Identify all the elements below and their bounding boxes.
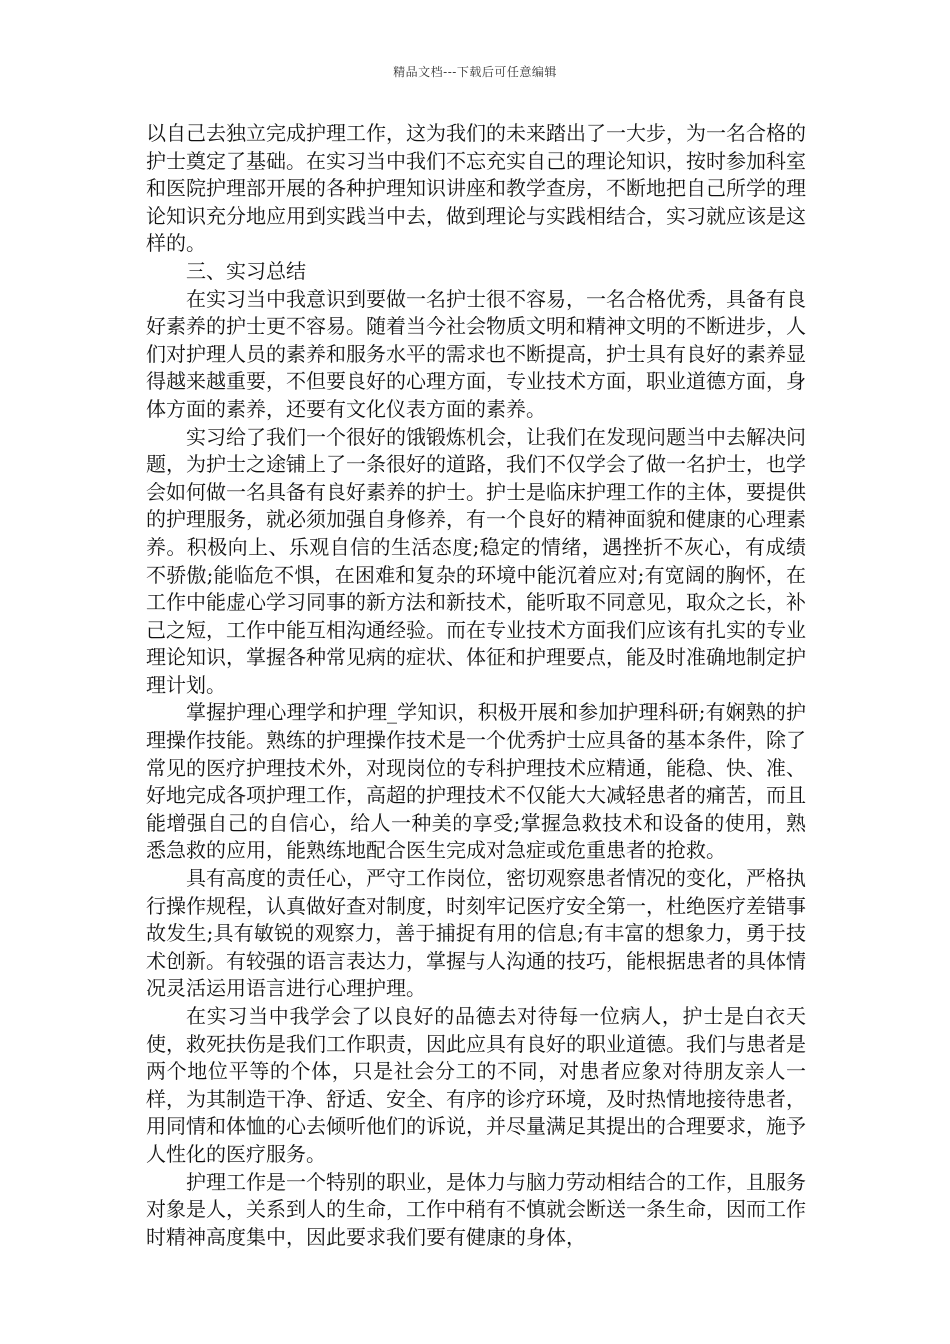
paragraph: 实习给了我们一个很好的饿锻炼机会，让我们在发现问题当中去解决问题，为护士之途铺上了一条很好的道路，我们不仅学会了做一名护士，也学会如何做一名具备有良好素养的护士。护士是临床护理工作的主体，要提供的护理服务，就必须加强自身修养，有一个良好的精神面貌和健康的心理素养。积极向上、乐观自信的生活态度;稳定的情绪，遇挫折不灰心，有成绩不骄傲;能临危不惧，在困难和复杂的环境中能沉着应对;有宽阔的胸怀，在工作中能虚心学习同事的新方法和新技术，能听取不同意见，取众之长，补己之短，工作中能互相沟通经验。而在专业技术方面我们应该有扎实的专业理论知识，掌握各种常见病的症状、体征和护理要点，能及时准确地制定护理计划。 — [146, 424, 806, 697]
paragraph: 在实习当中我学会了以良好的品德去对待每一位病人，护士是白衣天使，救死扶伤是我们工作职责，因此应具有良好的职业道德。我们与患者是两个地位平等的个体，只是社会分工的不同，对患者应象对待朋友亲人一样，为其制造干净、舒适、安全、有序的诊疗环境，及时热情地接待患者，用同情和体恤的心去倾听他们的诉说，并尽量满足其提出的合理要求，施予人性化的医疗服务。 — [146, 1004, 806, 1166]
document-body — [146, 120, 806, 1251]
section-heading: 三、实习总结 — [186, 258, 306, 283]
paragraph: 护理工作是一个特别的职业，是体力与脑力劳动相结合的工作，且服务对象是人，关系到人的生命，工作中稍有不慎就会断送一条生命，因而工作时精神高度集中，因此要求我们要有健康的身体， — [146, 1169, 806, 1249]
paragraph-continuation: 以自己去独立完成护理工作，这为我们的未来踏出了一大步，为一名合格的护士奠定了基础。在实习当中我们不忘充实自己的理论知识，按时参加科室和医院护理部开展的各种护理知识讲座和教学查房，不断地把自己所学的理论知识充分地应用到实践当中去，做到理论与实践相结合，实习就应该是这样的。 — [146, 121, 806, 256]
paragraph: 在实习当中我意识到要做一名护士很不容易，一名合格优秀，具备有良好素养的护士更不容易。随着当今社会物质文明和精神文明的不断进步，人们对护理人员的素养和服务水平的需求也不断提高，护士具有良好的素养显得越来越重要，不但要良好的心理方面，专业技术方面，职业道德方面，身体方面的素养，还要有文化仪表方面的素养。 — [146, 286, 806, 421]
paragraph: 掌握护理心理学和护理_学知识，积极开展和参加护理科研;有娴熟的护理操作技能。熟练的护理操作技术是一个优秀护士应具备的基本条件，除了常见的医疗护理技术外，对现岗位的专科护理技术应精通，能稳、快、准、好地完成各项护理工作，高超的护理技术不仅能大大减轻患者的痛苦，而且能增强自己的自信心，给人一种美的享受;掌握急救技术和设备的使用，熟悉急救的应用，能熟练地配合医生完成对急症或危重患者的抢救。 — [146, 700, 806, 863]
paragraph: 具有高度的责任心，严守工作岗位，密切观察患者情况的变化，严格执行操作规程，认真做好查对制度，时刻牢记医疗安全第一，杜绝医疗差错事故发生;具有敏锐的观察力，善于捕捉有用的信息;有丰富的想象力，勇于技术创新。有较强的语言表达力，掌握与人沟通的技巧，能根据患者的具体情况灵活运用语言进行心理护理。 — [146, 866, 806, 1001]
page-header: 精品文档---下载后可任意编辑 — [393, 65, 557, 79]
